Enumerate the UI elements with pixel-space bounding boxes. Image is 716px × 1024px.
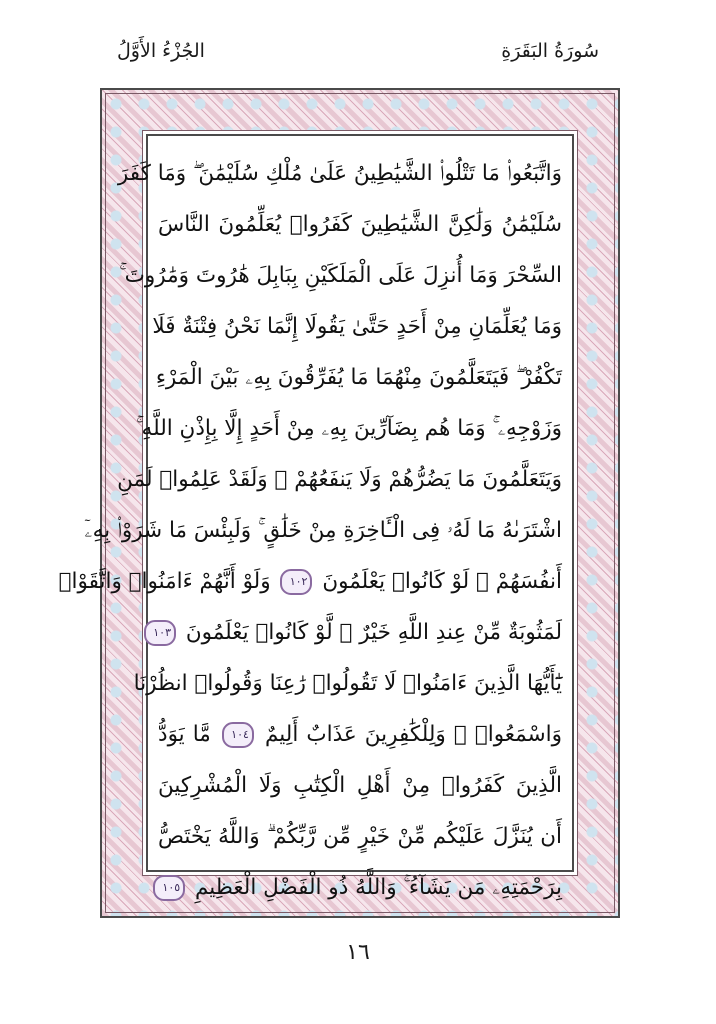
- text-line: وَزَوْجِهِۦ ۚ وَمَا هُم بِضَآرِّينَ بِهِۦ مِنْ أَحَدٍ إِلَّا بِإِذْنِ اللَّهِ ۚ: [136, 416, 562, 441]
- text-line: وَيَتَعَلَّمُونَ مَا يَضُرُّهُمْ وَلَا يَنفَعُهُمْ ۚ وَلَقَدْ عَلِمُوا۟ لَمَنِ: [117, 467, 562, 492]
- text-line: الَّذِينَ كَفَرُوا۟ مِنْ أَهْلِ الْكِتَٰبِ وَلَا الْمُشْرِكِينَ: [158, 773, 562, 798]
- surah-title: سُورَةُ البَقَرَةِ: [501, 40, 599, 62]
- text-line: تَكْفُرْ ۖ فَيَتَعَلَّمُونَ مِنْهُمَا مَا يُفَرِّقُونَ بِهِۦ بَيْنَ الْمَرْءِ: [155, 365, 562, 390]
- text-line: سُلَيْمَٰنُ وَلَٰكِنَّ الشَّيَٰطِينَ كَفَرُوا۟ يُعَلِّمُونَ النَّاسَ: [158, 212, 562, 237]
- verse-number-marker: ١٠٥: [153, 875, 185, 901]
- verse-number-marker: ١٠٤: [222, 722, 254, 748]
- text-line: لَمَثُوبَةٌ مِّنْ عِندِ اللَّهِ خَيْرٌ ۖ لَّوْ كَانُوا۟ يَعْلَمُونَ ١٠٣: [158, 607, 562, 658]
- text-line: أَن يُنَزَّلَ عَلَيْكُم مِّنْ خَيْرٍ مِّن رَّبِّكُمْ ۗ وَاللَّهُ يَخْتَصُّ: [158, 824, 562, 849]
- text-line: بِرَحْمَتِهِۦ مَن يَشَآءُ ۚ وَاللَّهُ ذُو الْفَضْلِ الْعَظِيمِ ١٠٥: [158, 862, 562, 913]
- verse-number-marker: ١٠٣: [144, 620, 176, 646]
- text-line: اشْتَرَىٰهُ مَا لَهُۥ فِى الْـَٔاخِرَةِ مِنْ خَلَٰقٍ ۚ وَلَبِئْسَ مَا شَرَوْا۟ بِهِۦٓ: [84, 518, 562, 543]
- page-number: ١٦: [346, 940, 370, 965]
- text-line: يَٰٓأَيُّهَا الَّذِينَ ءَامَنُوا۟ لَا تَقُولُوا۟ رَٰعِنَا وَقُولُوا۟ انظُرْنَا: [133, 671, 562, 696]
- text-line: أَنفُسَهُمْ ۚ لَوْ كَانُوا۟ يَعْلَمُونَ ١٠٢ وَلَوْ أَنَّهُمْ ءَامَنُوا۟ وَاتَّقَوْا۟: [58, 569, 562, 594]
- verse-number-marker: ١٠٢: [280, 569, 312, 595]
- quran-text: [58, 148, 562, 913]
- text-line: وَاسْمَعُوا۟ ۗ وَلِلْكَٰفِرِينَ عَذَابٌ أَلِيمٌ ١٠٤ مَّا يَوَدُّ: [158, 722, 562, 747]
- juz-title: الجُزْءُ الأَوَّلُ: [117, 40, 205, 62]
- text-line: وَاتَّبَعُوا۟ مَا تَتْلُوا۟ الشَّيَٰطِينُ عَلَىٰ مُلْكِ سُلَيْمَٰنَ ۖ وَمَا كَفَرَ: [117, 161, 562, 186]
- text-line: السِّحْرَ وَمَا أُنزِلَ عَلَى الْمَلَكَيْنِ بِبَابِلَ هَٰرُوتَ وَمَٰرُوتَ ۚ: [119, 263, 562, 288]
- text-line: وَمَا يُعَلِّمَانِ مِنْ أَحَدٍ حَتَّىٰ يَقُولَا إِنَّمَا نَحْنُ فِتْنَةٌ فَلَا: [152, 314, 562, 339]
